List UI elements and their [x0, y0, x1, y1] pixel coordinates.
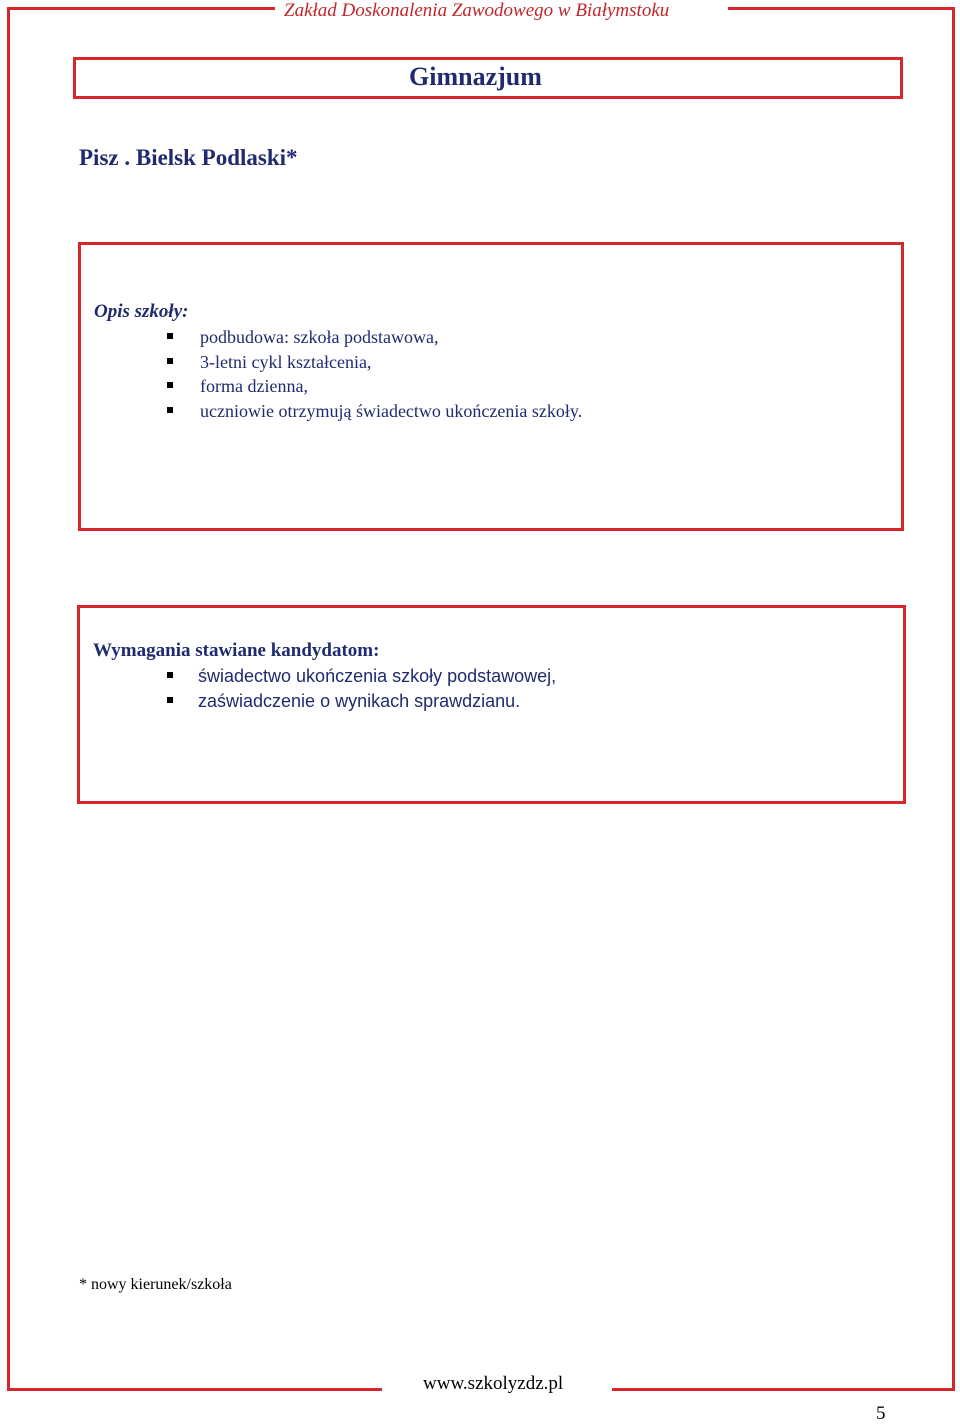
list-item [198, 664, 556, 689]
square-bullet-icon [167, 672, 173, 678]
square-bullet-icon [167, 407, 173, 413]
page-frame-left [7, 7, 10, 1391]
page-frame-bottom-right [612, 1388, 955, 1391]
list-item-text: forma dzienna, [200, 376, 308, 396]
page-frame-bottom-left [7, 1388, 382, 1391]
page-title: Gimnazjum [409, 62, 542, 91]
list-item-text: zaświadczenie o wynikach sprawdzianu. [198, 690, 521, 711]
list-item [200, 325, 582, 350]
requirements-list [198, 664, 556, 713]
page-frame-top-right [728, 7, 955, 10]
list-item [200, 350, 582, 375]
footnote: * nowy kierunek/szkoła [79, 1276, 232, 1293]
page-frame-top-left [7, 7, 275, 10]
page-number: 5 [876, 1403, 886, 1424]
footer-url: www.szkolyzdz.pl [423, 1373, 564, 1394]
list-item-text: świadectwo ukończenia szkoły podstawowej, [198, 666, 557, 686]
page-frame-right [952, 7, 955, 1391]
requirements-heading: Wymagania stawiane kandydatom: [93, 640, 380, 661]
square-bullet-icon [167, 358, 173, 364]
school-name: Pisz . Bielsk Podlaski* [79, 145, 298, 170]
list-item-text: uczniowie otrzymują świadectwo ukończenia szkoły. [200, 400, 583, 421]
header-institution: Zakład Doskonalenia Zawodowego w Białymstoku [284, 0, 670, 21]
list-item [200, 399, 582, 424]
list-item [198, 689, 556, 714]
list-item-text: 3-letni cykl kształcenia, [200, 351, 372, 372]
description-heading: Opis szkoły: [94, 301, 189, 322]
square-bullet-icon [167, 382, 173, 388]
list-item-text: podbudowa: szkoła podstawowa, [200, 327, 439, 347]
square-bullet-icon [167, 333, 173, 339]
description-list [200, 325, 582, 423]
list-item [200, 374, 582, 399]
square-bullet-icon [167, 697, 173, 703]
